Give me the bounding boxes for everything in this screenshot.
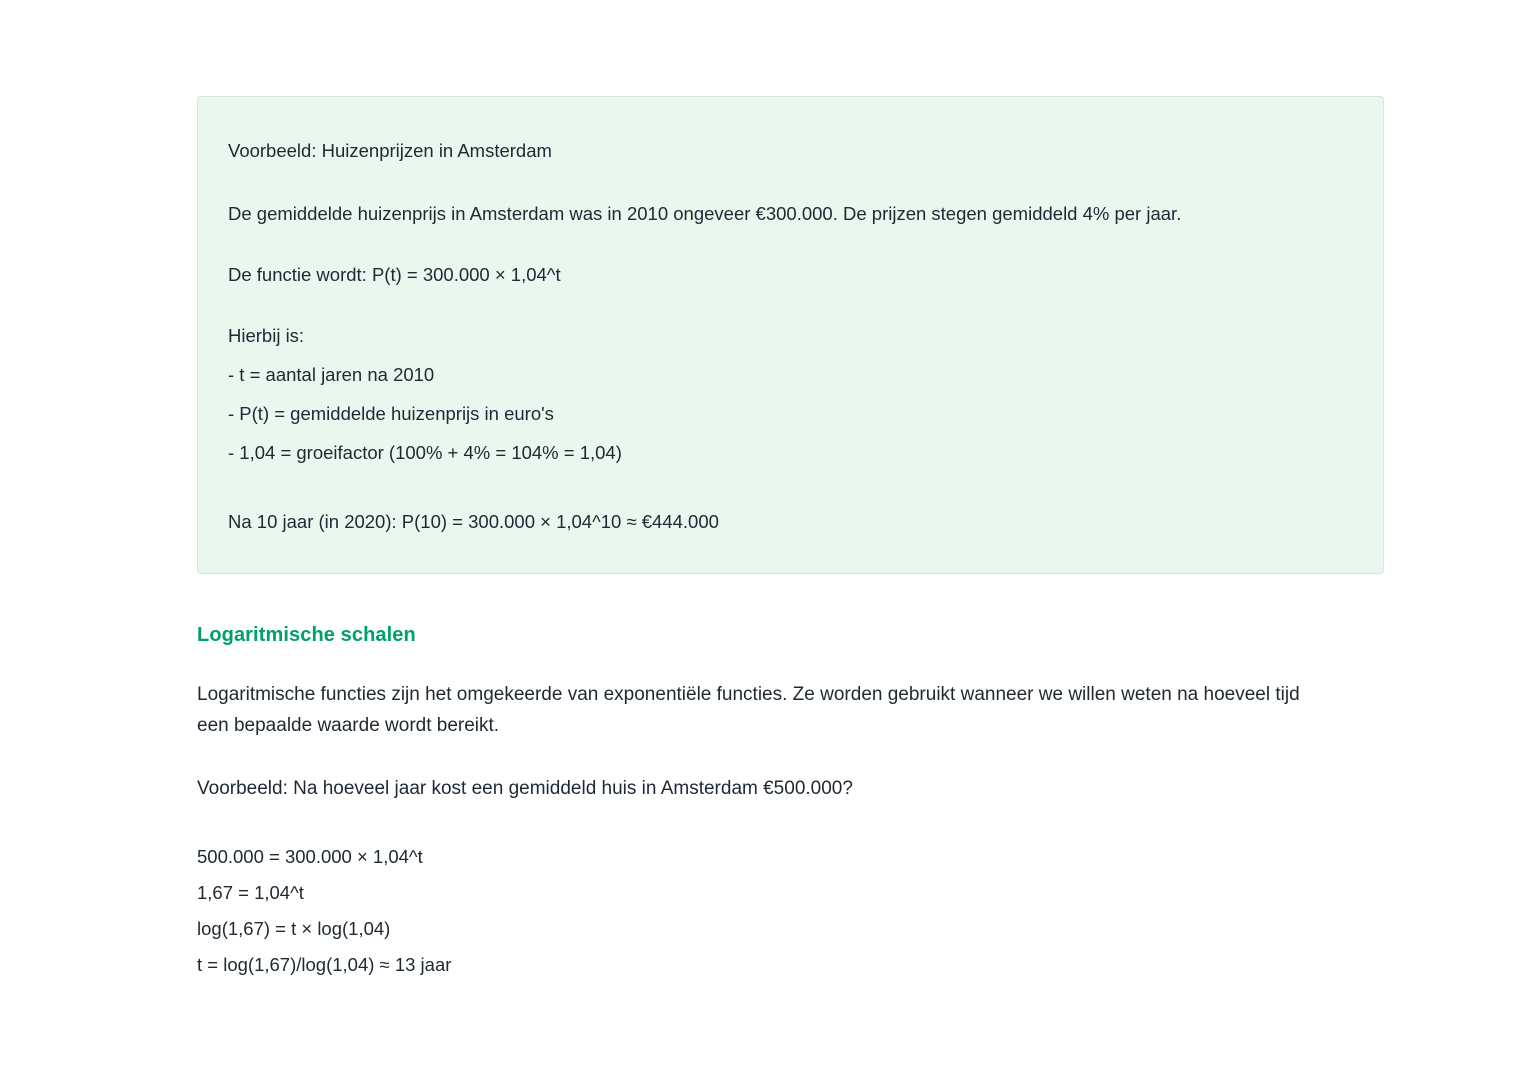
- section-title: Logaritmische schalen: [197, 623, 416, 646]
- calculation-line: 500.000 = 300.000 × 1,04^t: [197, 846, 423, 868]
- section-paragraph: Logaritmische functies zijn het omgekeerde van exponentiële functies. Ze worden gebruikt wanneer we willen weten na hoeveel tijd een bepaalde waarde wordt bereikt.: [197, 683, 1300, 736]
- callout-legend-title: Hierbij is:: [228, 324, 305, 346]
- calculation-line: t = log(1,67)/log(1,04) ≈ 13 jaar: [197, 954, 452, 976]
- callout-heading: Voorbeeld: Huizenprijzen in Amsterdam: [228, 140, 552, 161]
- callout-function-line: De functie wordt: P(t) = 300.000 × 1,04^t: [228, 263, 561, 285]
- example-question: Voorbeeld: Na hoeveel jaar kost een gemiddeld huis in Amsterdam €500.000?: [197, 778, 853, 800]
- calculation-line: 1,67 = 1,04^t: [197, 882, 304, 904]
- callout-legend-item: - P(t) = gemiddelde huizenprijs in euro's: [228, 402, 554, 424]
- callout-conclusion: Na 10 jaar (in 2020): P(10) = 300.000 × 1,04^10 ≈ €444.000: [228, 510, 719, 532]
- calculation-block: [197, 839, 1384, 983]
- calculation-line: log(1,67) = t × log(1,04): [197, 918, 391, 940]
- callout-intro: De gemiddelde huizenprijs in Amsterdam was in 2010 ongeveer €300.000. De prijzen stegen gemiddeld 4% per jaar.: [228, 202, 1182, 224]
- callout-legend-item: - t = aantal jaren na 2010: [228, 363, 435, 385]
- example-callout: [197, 96, 1384, 574]
- callout-legend-item: - 1,04 = groeifactor (100% + 4% = 104% = 1,04): [228, 441, 622, 463]
